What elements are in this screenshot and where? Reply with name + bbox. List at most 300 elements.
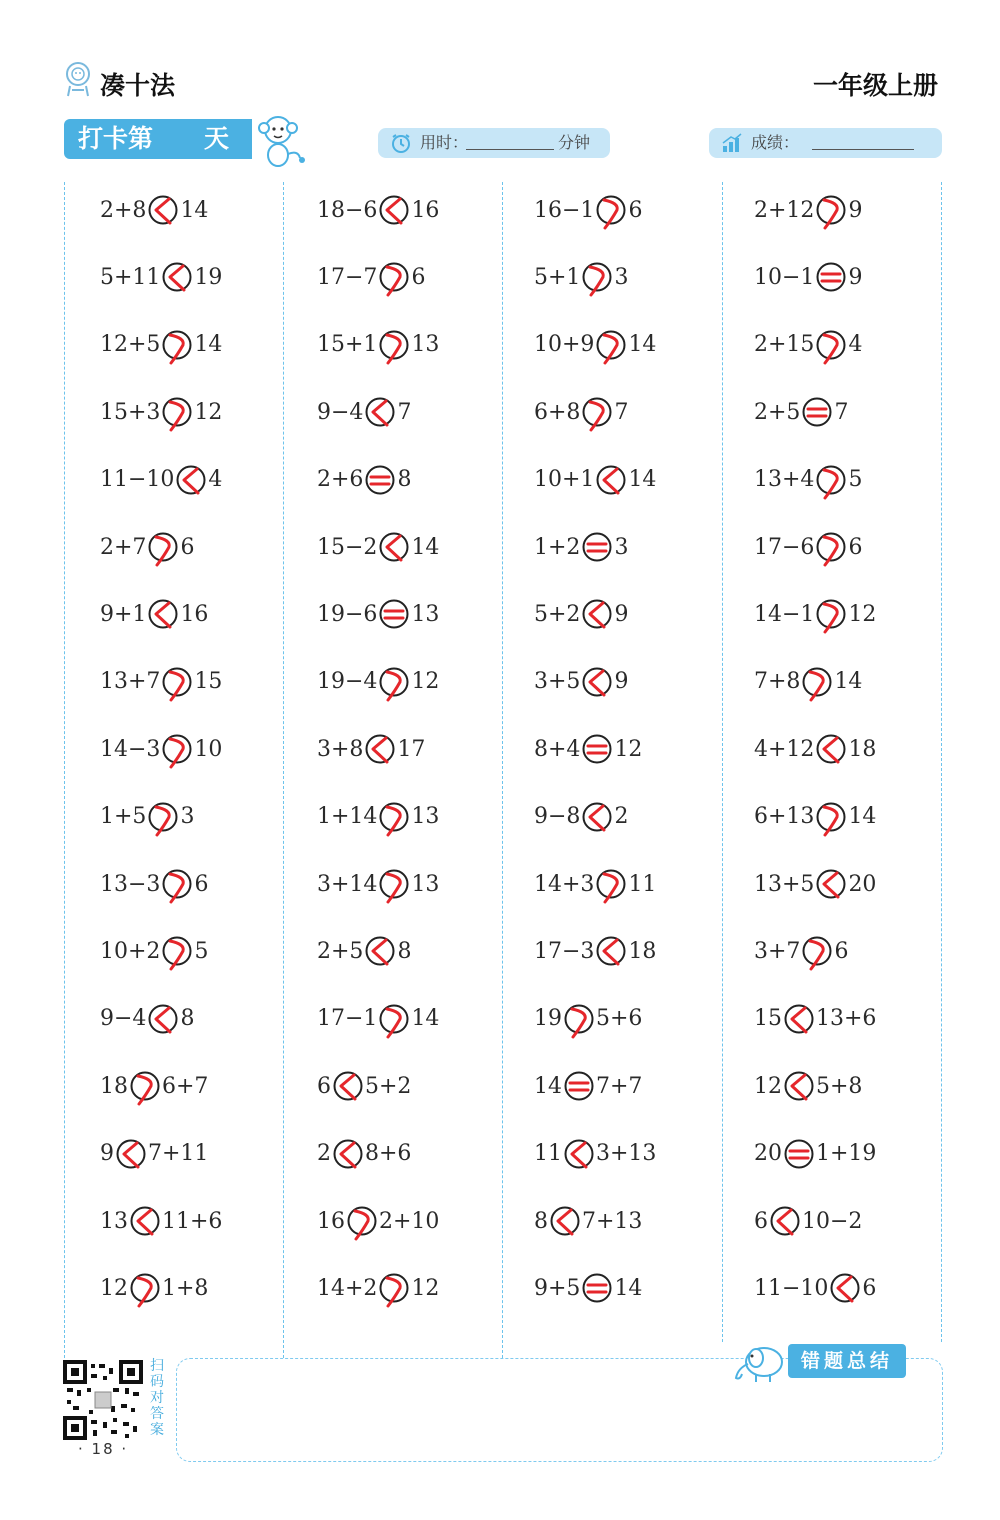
less-than-mark <box>170 266 184 290</box>
right-expression: 13 <box>411 332 440 358</box>
answer-circle[interactable] <box>379 667 409 697</box>
comparison-problem <box>754 1268 876 1308</box>
answer-circle[interactable] <box>816 330 846 360</box>
left-expression: 13 <box>100 1208 128 1234</box>
right-expression: 8 <box>397 467 412 493</box>
comparison-problem <box>534 460 656 500</box>
book-title: 凑十法 <box>100 71 176 100</box>
right-expression: 14 <box>411 1006 440 1032</box>
comparison-problem <box>534 190 642 230</box>
comparison-problem <box>534 1268 642 1308</box>
left-expression: 9+5 <box>534 1275 581 1301</box>
answer-circle[interactable] <box>365 936 395 966</box>
comparison-problem <box>317 594 439 634</box>
answer-circle[interactable] <box>802 397 832 427</box>
comparison-problem <box>100 1134 208 1174</box>
right-expression: 14 <box>194 332 223 358</box>
answer-circle[interactable] <box>148 599 178 629</box>
answer-circle[interactable] <box>379 262 409 292</box>
answer-circle[interactable] <box>333 1071 363 1101</box>
right-expression: 8 <box>397 938 412 964</box>
equals-mark <box>570 1083 588 1090</box>
answer-circle[interactable] <box>770 1206 800 1236</box>
comparison-problem <box>317 460 411 500</box>
left-expression: 18−6 <box>317 197 378 223</box>
left-expression: 2+7 <box>100 534 147 560</box>
answer-circle[interactable] <box>596 869 626 899</box>
right-expression: 12 <box>848 601 877 627</box>
less-than-mark <box>156 603 170 627</box>
left-expression: 9 <box>100 1141 114 1167</box>
less-than-mark <box>373 401 387 425</box>
less-than-mark <box>590 603 604 627</box>
right-expression: 17 <box>397 736 426 762</box>
qr-code[interactable] <box>63 1360 143 1440</box>
left-expression: 14−3 <box>100 736 161 762</box>
monkey-icon <box>250 110 310 170</box>
answer-circle[interactable] <box>550 1206 580 1236</box>
left-expression: 13+7 <box>100 669 161 695</box>
answer-circle[interactable] <box>365 465 395 495</box>
right-expression: 14 <box>628 467 657 493</box>
answer-circle[interactable] <box>816 599 846 629</box>
answer-circle[interactable] <box>365 397 395 427</box>
comparison-problem <box>754 1066 862 1106</box>
comparison-problem <box>754 662 862 702</box>
less-than-mark <box>778 1210 792 1234</box>
answer-circle[interactable] <box>379 330 409 360</box>
comparison-problem <box>754 392 848 432</box>
answer-circle[interactable] <box>162 262 192 292</box>
comparison-problem <box>754 729 876 769</box>
less-than-mark <box>824 738 838 762</box>
less-than-mark <box>792 1075 806 1099</box>
left-expression: 9−8 <box>534 804 581 830</box>
left-expression: 16−1 <box>534 197 595 223</box>
left-expression: 3+14 <box>317 871 378 897</box>
comparison-problem <box>317 999 439 1039</box>
answer-circle[interactable] <box>582 532 612 562</box>
comparison-problem <box>534 594 628 634</box>
right-expression: 8+6 <box>365 1141 412 1167</box>
left-expression: 11−10 <box>754 1275 829 1301</box>
score-blank <box>812 149 914 150</box>
left-expression: 15+3 <box>100 399 161 425</box>
comparison-problem <box>317 1134 411 1174</box>
comparison-problem <box>100 864 208 904</box>
comparison-problem <box>754 797 876 837</box>
right-expression: 14 <box>180 197 209 223</box>
less-than-mark <box>590 671 604 695</box>
right-expression: 2+10 <box>379 1208 440 1234</box>
answer-circle[interactable] <box>148 532 178 562</box>
chart-icon <box>721 133 743 153</box>
left-expression: 12+5 <box>100 332 161 358</box>
equals-mark <box>371 477 389 484</box>
grade-label: 一年级上册 <box>812 71 938 100</box>
right-expression: 19 <box>194 264 223 290</box>
answer-circle[interactable] <box>802 667 832 697</box>
checkin-suffix: 天 <box>204 124 230 153</box>
answer-circle[interactable] <box>784 1004 814 1034</box>
comparison-problem <box>534 257 628 297</box>
page-number: · 18 · <box>78 1440 129 1458</box>
answer-circle[interactable] <box>830 1273 860 1303</box>
elephant-icon <box>730 1340 788 1384</box>
equals-mark <box>822 274 840 281</box>
right-expression: 5+8 <box>816 1073 863 1099</box>
comparison-problem <box>100 527 194 567</box>
answer-circle[interactable] <box>816 734 846 764</box>
right-expression: 6 <box>180 534 195 560</box>
comparison-problem <box>100 662 222 702</box>
right-expression: 6 <box>834 938 849 964</box>
equals-mark <box>790 1151 808 1158</box>
right-expression: 3 <box>180 804 195 830</box>
left-expression: 13+4 <box>754 467 815 493</box>
answer-circle[interactable] <box>564 1071 594 1101</box>
answer-circle[interactable] <box>564 1139 594 1169</box>
less-than-mark <box>792 1008 806 1032</box>
comparison-problem <box>534 1201 642 1241</box>
less-than-mark <box>373 738 387 762</box>
answer-circle[interactable] <box>582 734 612 764</box>
right-expression: 20 <box>848 871 877 897</box>
right-expression: 8 <box>180 1006 195 1032</box>
mistake-summary-label: 错题总结 <box>788 1344 906 1378</box>
answer-circle[interactable] <box>176 465 206 495</box>
left-expression: 5+2 <box>534 601 581 627</box>
left-expression: 19−4 <box>317 669 378 695</box>
right-expression: 16 <box>411 197 440 223</box>
left-expression: 14+3 <box>534 871 595 897</box>
comparison-problem <box>100 931 208 971</box>
right-expression: 12 <box>411 669 440 695</box>
left-expression: 4+12 <box>754 736 815 762</box>
left-expression: 9−4 <box>100 1006 147 1032</box>
left-expression: 17−3 <box>534 938 595 964</box>
right-expression: 5+2 <box>365 1073 412 1099</box>
comparison-problem <box>534 1066 642 1106</box>
left-expression: 17−7 <box>317 264 378 290</box>
answer-circle[interactable] <box>816 869 846 899</box>
answer-circle[interactable] <box>162 397 192 427</box>
left-expression: 14+2 <box>317 1275 378 1301</box>
comparison-problem <box>100 190 208 230</box>
comparison-problem <box>534 325 656 365</box>
comparison-problem <box>534 797 628 837</box>
less-than-mark <box>590 806 604 830</box>
left-expression: 10+1 <box>534 467 595 493</box>
right-expression: 18 <box>628 938 657 964</box>
answer-circle[interactable] <box>116 1139 146 1169</box>
answer-circle[interactable] <box>816 532 846 562</box>
checkin-banner <box>64 119 252 159</box>
equals-mark <box>588 544 606 551</box>
left-expression: 6+8 <box>534 399 581 425</box>
left-expression: 14 <box>534 1073 562 1099</box>
answer-circle[interactable] <box>784 1071 814 1101</box>
comparison-problem <box>534 662 628 702</box>
comparison-problem <box>534 999 642 1039</box>
answer-circle[interactable] <box>162 734 192 764</box>
answer-circle[interactable] <box>379 869 409 899</box>
left-expression: 2 <box>317 1141 331 1167</box>
comparison-problem <box>100 594 208 634</box>
left-expression: 15+1 <box>317 332 378 358</box>
left-expression: 6 <box>317 1073 331 1099</box>
left-expression: 6+13 <box>754 804 815 830</box>
left-expression: 10−1 <box>754 264 815 290</box>
left-expression: 16 <box>317 1208 345 1234</box>
right-expression: 9 <box>614 601 629 627</box>
comparison-problem <box>100 325 222 365</box>
less-than-mark <box>387 199 401 223</box>
left-expression: 12 <box>100 1275 128 1301</box>
right-expression: 3 <box>614 264 629 290</box>
answer-circle[interactable] <box>596 936 626 966</box>
answer-circle[interactable] <box>130 1071 160 1101</box>
comparison-problem <box>534 527 628 567</box>
answer-circle[interactable] <box>379 195 409 225</box>
comparison-problem <box>754 257 862 297</box>
left-expression: 3+7 <box>754 938 801 964</box>
answer-circle[interactable] <box>816 262 846 292</box>
right-expression: 11+6 <box>162 1208 223 1234</box>
right-expression: 4 <box>208 467 223 493</box>
comparison-problem <box>317 190 439 230</box>
answer-circle[interactable] <box>582 262 612 292</box>
right-expression: 12 <box>614 736 643 762</box>
answer-circle[interactable] <box>582 802 612 832</box>
answer-circle[interactable] <box>162 667 192 697</box>
less-than-mark <box>156 1008 170 1032</box>
left-expression: 5+11 <box>100 264 161 290</box>
comparison-problem <box>100 1066 208 1106</box>
answer-circle[interactable] <box>379 599 409 629</box>
left-expression: 15−2 <box>317 534 378 560</box>
left-expression: 1+14 <box>317 804 378 830</box>
right-expression: 5 <box>194 938 209 964</box>
left-expression: 2+6 <box>317 467 364 493</box>
less-than-mark <box>184 469 198 493</box>
left-expression: 2+5 <box>754 399 801 425</box>
right-expression: 14 <box>411 534 440 560</box>
answer-circle[interactable] <box>379 532 409 562</box>
left-expression: 3+5 <box>534 669 581 695</box>
less-than-mark <box>138 1210 152 1234</box>
right-expression: 13 <box>411 871 440 897</box>
left-expression: 19 <box>534 1006 562 1032</box>
answer-circle[interactable] <box>582 599 612 629</box>
less-than-mark <box>156 199 170 223</box>
comparison-problem <box>317 729 425 769</box>
left-expression: 13+5 <box>754 871 815 897</box>
left-expression: 2+8 <box>100 197 147 223</box>
less-than-mark <box>572 1143 586 1167</box>
right-expression: 7+13 <box>582 1208 643 1234</box>
left-expression: 13−3 <box>100 871 161 897</box>
score-label: 成绩： <box>751 133 800 152</box>
right-expression: 2 <box>614 804 629 830</box>
right-expression: 6 <box>848 534 863 560</box>
comparison-problem <box>317 931 411 971</box>
right-expression: 3+13 <box>596 1141 657 1167</box>
column-divider <box>283 182 284 1358</box>
answer-circle[interactable] <box>582 667 612 697</box>
right-expression: 10 <box>194 736 223 762</box>
comparison-problem <box>100 729 222 769</box>
less-than-mark <box>341 1075 355 1099</box>
answer-circle[interactable] <box>130 1273 160 1303</box>
right-expression: 9 <box>848 197 863 223</box>
clock-icon <box>390 133 412 153</box>
comparison-problem <box>534 729 642 769</box>
less-than-mark <box>824 873 838 897</box>
time-blank <box>466 149 554 150</box>
comparison-problem <box>754 1201 862 1241</box>
answer-circle[interactable] <box>379 802 409 832</box>
comparison-problem <box>754 594 876 634</box>
answer-circle[interactable] <box>148 195 178 225</box>
right-expression: 5 <box>848 467 863 493</box>
answer-circle[interactable] <box>379 1273 409 1303</box>
answer-circle[interactable] <box>162 869 192 899</box>
answer-circle[interactable] <box>816 802 846 832</box>
time-unit: 分钟 <box>558 133 591 152</box>
answer-circle[interactable] <box>162 936 192 966</box>
answer-circle[interactable] <box>130 1206 160 1236</box>
comparison-problem <box>100 1201 222 1241</box>
column-divider <box>941 182 942 1342</box>
scan-answer-text: 扫码对答案 <box>150 1358 164 1438</box>
comparison-problem <box>317 864 439 904</box>
left-expression: 11 <box>534 1141 562 1167</box>
left-expression: 1+5 <box>100 804 147 830</box>
left-expression: 10+2 <box>100 938 161 964</box>
less-than-mark <box>124 1143 138 1167</box>
comparison-problem <box>100 797 194 837</box>
right-expression: 14 <box>834 669 863 695</box>
comparison-problem <box>317 1201 439 1241</box>
time-field <box>378 128 610 158</box>
left-expression: 3+8 <box>317 736 364 762</box>
less-than-mark <box>604 469 618 493</box>
left-expression: 2+12 <box>754 197 815 223</box>
answer-circle[interactable] <box>347 1206 377 1236</box>
left-expression: 2+15 <box>754 332 815 358</box>
column-divider <box>502 182 503 1358</box>
right-expression: 6 <box>411 264 426 290</box>
comparison-problem <box>100 460 222 500</box>
right-expression: 3 <box>614 534 629 560</box>
answer-circle[interactable] <box>162 330 192 360</box>
right-expression: 5+6 <box>596 1006 643 1032</box>
right-expression: 6 <box>628 197 643 223</box>
answer-circle[interactable] <box>596 330 626 360</box>
equals-mark <box>588 746 606 753</box>
less-than-mark <box>838 1277 852 1301</box>
comparison-problem <box>317 662 439 702</box>
comparison-problem <box>317 325 439 365</box>
comparison-problem <box>754 999 876 1039</box>
answer-circle[interactable] <box>148 802 178 832</box>
answer-circle[interactable] <box>582 1273 612 1303</box>
comparison-problem <box>100 257 222 297</box>
left-expression: 9+1 <box>100 601 147 627</box>
left-expression: 20 <box>754 1141 782 1167</box>
right-expression: 9 <box>614 669 629 695</box>
right-expression: 6+7 <box>162 1073 209 1099</box>
less-than-mark <box>558 1210 572 1234</box>
lion-logo-icon <box>62 60 94 98</box>
comparison-problem <box>754 864 876 904</box>
comparison-problem <box>317 527 439 567</box>
left-expression: 1+2 <box>534 534 581 560</box>
right-expression: 4 <box>848 332 863 358</box>
comparison-problem <box>534 931 656 971</box>
left-expression: 17−6 <box>754 534 815 560</box>
answer-circle[interactable] <box>379 1004 409 1034</box>
answer-circle[interactable] <box>582 397 612 427</box>
left-expression: 14−1 <box>754 601 815 627</box>
right-expression: 16 <box>180 601 209 627</box>
column-divider <box>64 182 65 1358</box>
answer-circle[interactable] <box>148 1004 178 1034</box>
right-expression: 1+8 <box>162 1275 209 1301</box>
column-divider <box>722 182 723 1342</box>
answer-circle[interactable] <box>333 1139 363 1169</box>
right-expression: 7+7 <box>596 1073 643 1099</box>
left-expression: 19−6 <box>317 601 378 627</box>
right-expression: 7+11 <box>148 1141 209 1167</box>
right-expression: 12 <box>194 399 223 425</box>
left-expression: 6 <box>754 1208 768 1234</box>
right-expression: 1+19 <box>816 1141 877 1167</box>
left-expression: 17−1 <box>317 1006 378 1032</box>
comparison-problem <box>754 527 862 567</box>
comparison-problem <box>754 1134 876 1174</box>
comparison-problem <box>100 392 222 432</box>
answer-circle[interactable] <box>365 734 395 764</box>
left-expression: 7+8 <box>754 669 801 695</box>
equals-mark <box>588 1285 606 1292</box>
right-expression: 15 <box>194 669 223 695</box>
answer-circle[interactable] <box>816 465 846 495</box>
answer-circle[interactable] <box>596 465 626 495</box>
left-expression: 9−4 <box>317 399 364 425</box>
less-than-mark <box>341 1143 355 1167</box>
right-expression: 14 <box>628 332 657 358</box>
left-expression: 18 <box>100 1073 128 1099</box>
answer-circle[interactable] <box>784 1139 814 1169</box>
comparison-problem <box>317 1268 439 1308</box>
left-expression: 15 <box>754 1006 782 1032</box>
right-expression: 7 <box>397 399 412 425</box>
answer-circle[interactable] <box>564 1004 594 1034</box>
left-expression: 2+5 <box>317 938 364 964</box>
answer-circle[interactable] <box>802 936 832 966</box>
right-expression: 13 <box>411 601 440 627</box>
less-than-mark <box>373 940 387 964</box>
comparison-problem <box>100 999 194 1039</box>
comparison-problem <box>100 1268 208 1308</box>
answer-circle[interactable] <box>816 195 846 225</box>
answer-circle[interactable] <box>596 195 626 225</box>
right-expression: 12 <box>411 1275 440 1301</box>
left-expression: 12 <box>754 1073 782 1099</box>
left-expression: 5+1 <box>534 264 581 290</box>
